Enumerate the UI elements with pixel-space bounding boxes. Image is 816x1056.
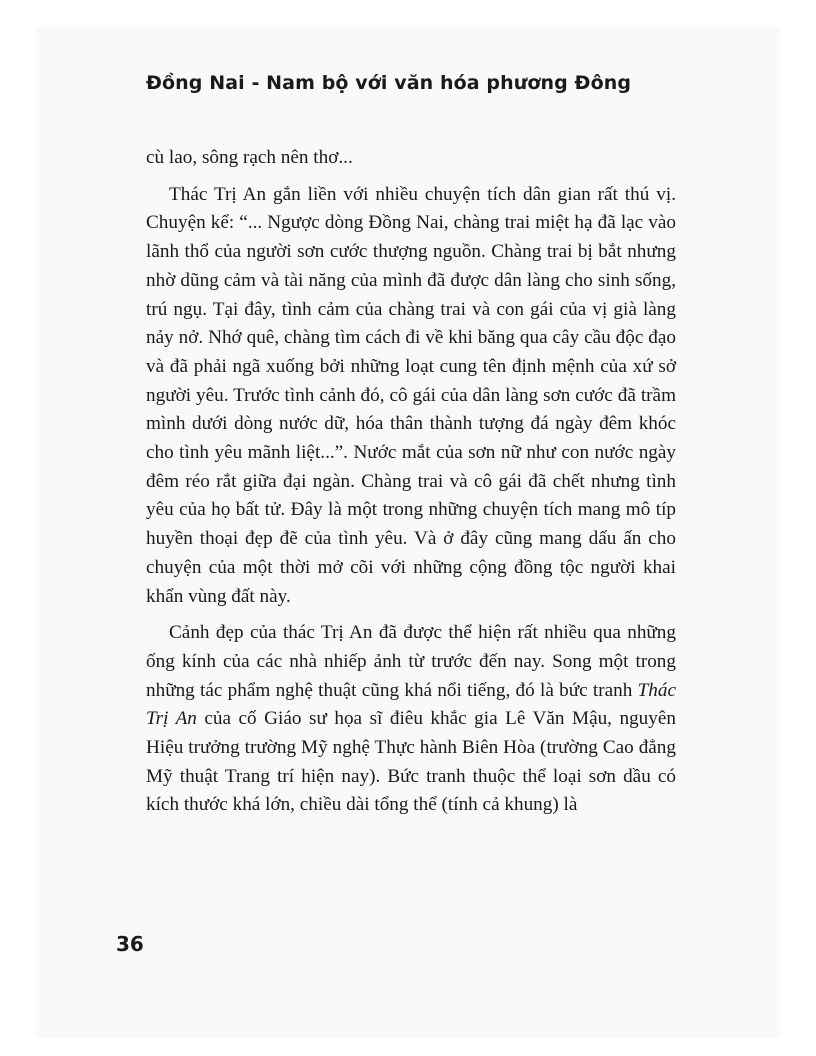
paragraph-continuation: cù lao, sông rạch nên thơ... xyxy=(146,147,353,168)
page-number: 36 xyxy=(116,932,144,956)
paragraph-painting-text-start: Cảnh đẹp của thác Trị An đã được thể hiện rất nhiều qua những ống kính của các nhà nhiếp ảnh từ trước đến nay. Song một trong những tác phẩm nghệ thuật cũng khá nổi tiếng, đó là bức tranh xyxy=(146,622,676,701)
paragraph-painting-text-end: của cố Giáo sư họa sĩ điêu khắc gia Lê Văn Mậu, nguyên Hiệu trưởng trường Mỹ nghệ Thực hành Biên Hòa (trường Cao đẳng Mỹ thuật Trang trí hiện nay). Bức tranh thuộc thể loại sơn dầu có kích thước khá lớn, chiều dài tổng thể (tính cả khung) là xyxy=(146,708,676,816)
body-text xyxy=(146,144,676,820)
painting-title: Thác Trị An xyxy=(146,679,676,730)
running-header: Đồng Nai - Nam bộ với văn hóa phương Đông xyxy=(146,72,632,94)
paragraph-legend: Thác Trị An gắn liền với nhiều chuyện tích dân gian rất thú vị. Chuyện kể: “... Ngược dòng Đồng Nai, chàng trai miệt hạ đã lạc vào lãnh thổ của người sơn cước thượng nguồn. Chàng trai bị bắt nhưng nhờ dũng cảm và tài năng của mình đã được dân làng cho sinh sống, trú ngụ. Tại đây, tình cảm của chàng trai và con gái của vị già làng nảy nở. Nhớ quê, chàng tìm cách đi về khi băng qua cây cầu độc đạo và đã phải ngã xuống bởi những loạt cung tên định mệnh của xứ sở người yêu. Trước tình cảnh đó, cô gái của dân làng sơn cước đã trầm mình dưới dòng nước dữ, hóa thân thành tượng đá ngày đêm khóc cho tình yêu mãnh liệt...”. Nước mắt của sơn nữ như con nước ngày đêm réo rắt giữa đại ngàn. Chàng trai và cô gái đã chết nhưng tình yêu của họ bất tử. Đây là một trong những chuyện tích mang mô típ huyền thoại đẹp đẽ của tình yêu. Và ở đây cũng mang dấu ấn cho chuyện của một thời mở cõi với những cộng đồng tộc người khai khẩn vùng đất này. xyxy=(146,183,676,607)
paragraph-painting xyxy=(146,619,676,820)
